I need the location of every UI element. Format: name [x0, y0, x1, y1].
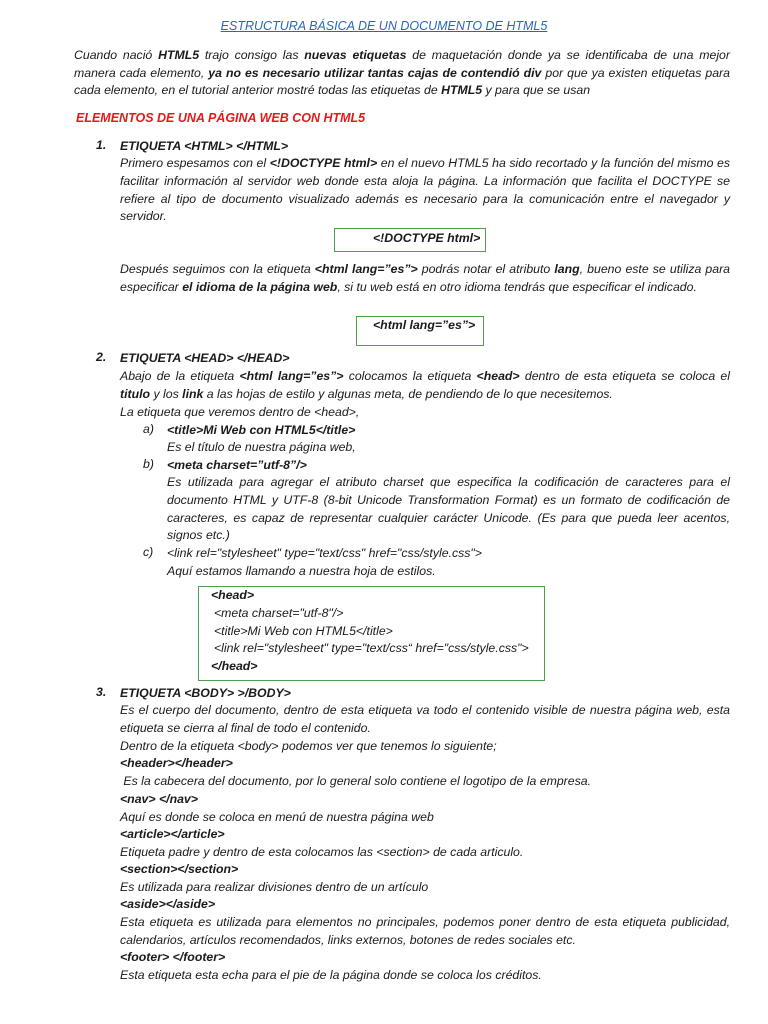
header-description: Es la cabecera del documento, por lo general solo contiene el logotipo de la empresa.	[120, 774, 591, 788]
nav-description: Aquí es donde se coloca en menú de nuestra página web	[120, 810, 434, 824]
section-number: 3.	[96, 685, 107, 699]
paragraph-text: , bueno este se utiliza para especificar	[120, 262, 731, 294]
section-2-paragraph-1	[120, 368, 730, 404]
paragraph-bold: link	[182, 386, 204, 401]
section-2-paragraph-2: La etiqueta que veremos dentro de <head>,	[120, 405, 360, 419]
paragraph-text: colocamos la etiqueta	[343, 369, 477, 383]
article-tag: <article></article>	[120, 827, 225, 841]
code-line: <link rel="stylesheet" type="text/css“ href="css/style.css">	[214, 641, 529, 656]
paragraph-bold: lang	[554, 262, 580, 276]
paragraph-bold: <!DOCTYPE html>	[269, 156, 378, 170]
section-tag: <section></section>	[120, 862, 239, 876]
document-title: ESTRUCTURA BÁSICA DE UN DOCUMENTO DE HTML5	[220, 19, 548, 33]
title-tag-description: Es el título de nuestra página web,	[167, 440, 356, 454]
paragraph-text: Primero espesamos con el	[120, 156, 270, 170]
section-heading-body: ETIQUETA <BODY> >/BODY>	[120, 686, 291, 700]
section-heading-head: ETIQUETA <HEAD> </HEAD>	[120, 351, 290, 365]
intro-text: de maquetación donde ya se identificaba de una mejor manera cada elemento,	[74, 48, 730, 80]
section-number: 2.	[96, 350, 107, 364]
section-1-paragraph-2	[120, 261, 730, 297]
paragraph-bold: titulo	[120, 386, 151, 401]
paragraph-bold: <html lang=”es”>	[239, 369, 344, 383]
meta-tag-description: Es utilizada para agregar el atributo charset que especifica la codificación de caracteres para el documento HTML y UTF-8 (8-bit Unicode Transformation Format) es un formato de codificación de caracteres, es capaz de representar cualquier carácter Unicode. (Es para que pueda leer acentos, signos etc.)	[167, 475, 730, 543]
list-letter: c)	[143, 545, 154, 559]
section-3-paragraph-2: Dentro de la etiqueta <body> podemos ver que tenemos lo siguiente;	[120, 739, 497, 753]
list-letter: b)	[143, 457, 154, 471]
paragraph-text: Después seguimos con la etiqueta	[120, 262, 315, 276]
intro-bold: ya no es necesario utilizar tantas cajas de contendió div	[208, 65, 542, 80]
code-line: <head>	[211, 588, 255, 602]
article-description: Etiqueta padre y dentro de esta colocamos las <section> de cada articulo.	[120, 845, 524, 859]
footer-description: Esta etiqueta esta echa para el pie de la página donde se coloca los créditos.	[120, 968, 542, 982]
meta-tag-heading: <meta charset=”utf-8”/>	[167, 458, 307, 472]
code-line: <meta charset="utf-8"/>	[214, 605, 344, 620]
html-lang-code-box: <html lang=”es”>	[356, 316, 484, 346]
section-1-paragraph-1	[120, 155, 730, 226]
paragraph-text: a las hojas de estilo y algunas meta, de pendiendo de lo que necesitemos.	[203, 386, 613, 401]
aside-description: Esta etiqueta es utilizada para elementos no principales, podemos poner dentro de esta etiqueta publicidad, calendarios, artículos recomendados, links externos, botones de redes sociales etc.	[120, 915, 730, 947]
title-tag-heading: <title>Mi Web con HTML5</title>	[167, 423, 356, 437]
paragraph-bold: el idioma de la página web	[182, 279, 338, 294]
intro-bold: HTML5	[158, 48, 200, 62]
paragraph-text: , si tu web está en otro idioma tendrás que especificar el indicado.	[337, 279, 697, 294]
intro-text: trajo consigo las	[199, 48, 305, 62]
intro-bold: HTML5	[441, 83, 483, 97]
nav-tag: <nav> </nav>	[120, 792, 198, 806]
code-line: </head>	[211, 659, 258, 674]
paragraph-bold: <html lang=”es”>	[314, 262, 418, 276]
section-heading-html: ETIQUETA <HTML> </HTML>	[120, 139, 289, 153]
paragraph-text: Abajo de la etiqueta	[120, 369, 240, 383]
link-tag-heading: <link rel="stylesheet" type="text/css" href="css/style.css">	[167, 546, 482, 560]
elements-heading: ELEMENTOS DE UNA PÁGINA WEB CON HTML5	[76, 111, 366, 125]
list-letter: a)	[143, 422, 154, 436]
code-line: <title>Mi Web con HTML5</title>	[214, 623, 393, 638]
paragraph-text: en el nuevo HTML5 ha sido recortado y la función del mismo es facilitar información al servidor web donde esta aloja la página. La información que facilita el DOCTYPE se refiere al tipo de documento visualizado además es necesario para la comunicación entre el navegador y servidor.	[120, 156, 730, 224]
intro-text: por que ya existen etiquetas para cada elemento, en el tutorial anterior mostré todas las etiquetas de	[74, 65, 730, 97]
paragraph-text: dentro de esta etiqueta se coloca el	[519, 369, 730, 383]
footer-tag: <footer> </footer>	[120, 950, 226, 964]
intro-paragraph	[74, 47, 730, 100]
intro-text: Cuando nació	[74, 48, 159, 62]
section-3-paragraph-1: Es el cuerpo del documento, dentro de esta etiqueta va todo el contenido visible de nuestra página web, esta etiqueta se cierra al final de todo el contenido.	[120, 703, 730, 735]
paragraph-text: y los	[150, 386, 183, 401]
intro-text: y para que se usan	[482, 83, 591, 97]
paragraph-text: podrás notar el atributo	[417, 262, 555, 276]
aside-tag: <aside></aside>	[120, 897, 216, 911]
section-number: 1.	[96, 138, 107, 152]
link-tag-description: Aquí estamos llamando a nuestra hoja de estilos.	[167, 564, 436, 578]
doctype-code-box: <!DOCTYPE html>	[334, 228, 486, 252]
header-tag: <header></header>	[120, 756, 233, 770]
intro-bold: nuevas etiquetas	[304, 48, 407, 62]
head-code-box	[198, 586, 545, 681]
paragraph-bold: <head>	[476, 369, 520, 383]
section-description: Es utilizada para realizar divisiones dentro de un artículo	[120, 880, 429, 894]
